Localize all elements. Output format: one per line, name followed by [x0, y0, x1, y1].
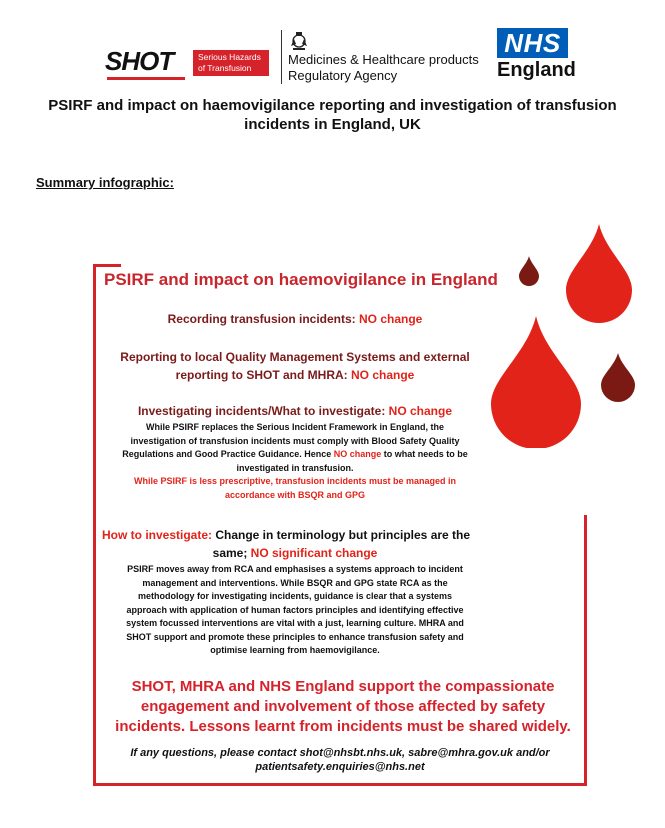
investigating-label: Investigating incidents/What to investigate: — [137, 404, 389, 418]
shot-wordmark: SHOT — [105, 46, 174, 76]
mhra-divider — [281, 30, 282, 84]
final-statement-line: SHOT, MHRA and NHS England support the compassionate — [131, 678, 555, 695]
investigating-body-line4: investigated in transfusion. — [236, 462, 354, 473]
how-line2-a: same; — [212, 546, 251, 560]
reporting-section — [100, 348, 490, 384]
investigating-note-line2: accordance with BSQR and GPG — [224, 489, 366, 500]
frame-left-border — [93, 264, 96, 786]
how-body — [100, 563, 490, 658]
contact-line1: If any questions, please contact shot@nhsbt.nhs.uk, sabre@mhra.gov.uk and/or — [130, 747, 550, 759]
royal-crest-icon — [288, 30, 310, 52]
recording-section — [100, 312, 490, 326]
document-title — [30, 96, 635, 134]
how-body-line: approach with application of human factors principles and identifying effective — [126, 604, 464, 615]
blood-drop-icon-top-right — [564, 224, 634, 324]
contact-info — [100, 746, 580, 774]
investigating-body-no-change: NO change — [333, 449, 382, 459]
summary-label: Summary infographic: — [36, 175, 174, 190]
how-heading — [100, 526, 490, 562]
how-body-line: methodology for investigating incidents, guidance is clear that a systems — [137, 591, 453, 601]
recording-status: NO change — [359, 312, 423, 326]
how-body-line: system focussed interventions are vital with a just, learning culture. MHRA and — [126, 618, 464, 628]
investigating-status: NO change — [388, 404, 453, 418]
contact-line2: patientsafety.enquiries@nhs.net — [255, 761, 425, 773]
how-label: How to investigate: — [102, 528, 216, 542]
investigating-note-line1: While PSIRF is less prescriptive, transfusion incidents must be managed in — [133, 476, 457, 486]
document-title-line1: PSIRF and impact on haemovigilance reporting and investigation of transfusion — [48, 97, 617, 114]
nhs-region-label: England — [497, 59, 576, 81]
shot-tagline-line1: Serious Hazards — [198, 52, 261, 62]
investigating-body-line3 — [100, 448, 490, 462]
shot-underline — [107, 77, 185, 80]
mhra-line2: Regulatory Agency — [288, 68, 398, 83]
infographic-title: PSIRF and impact on haemovigilance in England — [104, 270, 498, 289]
frame-right-border — [584, 515, 587, 786]
frame-bottom-border — [93, 783, 587, 786]
reporting-line2-label: reporting to SHOT and MHRA: — [175, 368, 351, 382]
document-title-line2: incidents in England, UK — [244, 116, 421, 133]
final-statement — [108, 677, 578, 737]
shot-tagline — [193, 50, 269, 76]
final-statement-line: engagement and involvement of those affected by safety — [140, 698, 546, 715]
shot-tagline-line2: of Transfusion — [198, 63, 252, 73]
how-line1: Change in terminology but principles are the — [215, 528, 471, 542]
how-body-line: optimise learning from haemovigilance. — [210, 645, 380, 655]
investigating-body-line2: investigation of transfusion incidents must comply with Blood Safety Quality — [130, 435, 460, 446]
frame-top-left-corner — [93, 264, 121, 267]
how-body-line: management and interventions. While BSQR and GPG state RCA as the — [142, 577, 448, 588]
how-body-line: PSIRF moves away from RCA and emphasises a systems approach to incident — [127, 564, 463, 574]
mhra-logo-text — [288, 52, 479, 84]
investigating-heading — [100, 404, 490, 418]
reporting-line1: Reporting to local Quality Management Systems and external — [120, 350, 470, 364]
blood-drop-icon-large — [489, 316, 583, 448]
investigating-body — [100, 421, 490, 502]
blood-drop-icon-dark — [600, 353, 636, 403]
investigating-body-line3-b: to what needs to be — [381, 449, 468, 459]
how-status: NO significant change — [250, 546, 378, 560]
blood-drop-icon-small — [518, 256, 540, 286]
mhra-line1: Medicines & Healthcare products — [288, 52, 479, 67]
shot-logo — [105, 44, 270, 80]
investigating-body-line1: While PSIRF replaces the Serious Incident Framework in England, the — [145, 422, 445, 432]
recording-label: Recording transfusion incidents: — [167, 312, 359, 326]
nhs-logo: NHS — [497, 28, 568, 58]
how-body-line: SHOT support and promote these principles to enhance transfusion safety and — [126, 631, 464, 642]
final-statement-line: incidents. Lessons learnt from incidents must be shared widely. — [115, 718, 571, 735]
investigating-body-line3-a: Regulations and Good Practice Guidance. Hence — [122, 449, 334, 459]
reporting-status: NO change — [350, 368, 415, 382]
